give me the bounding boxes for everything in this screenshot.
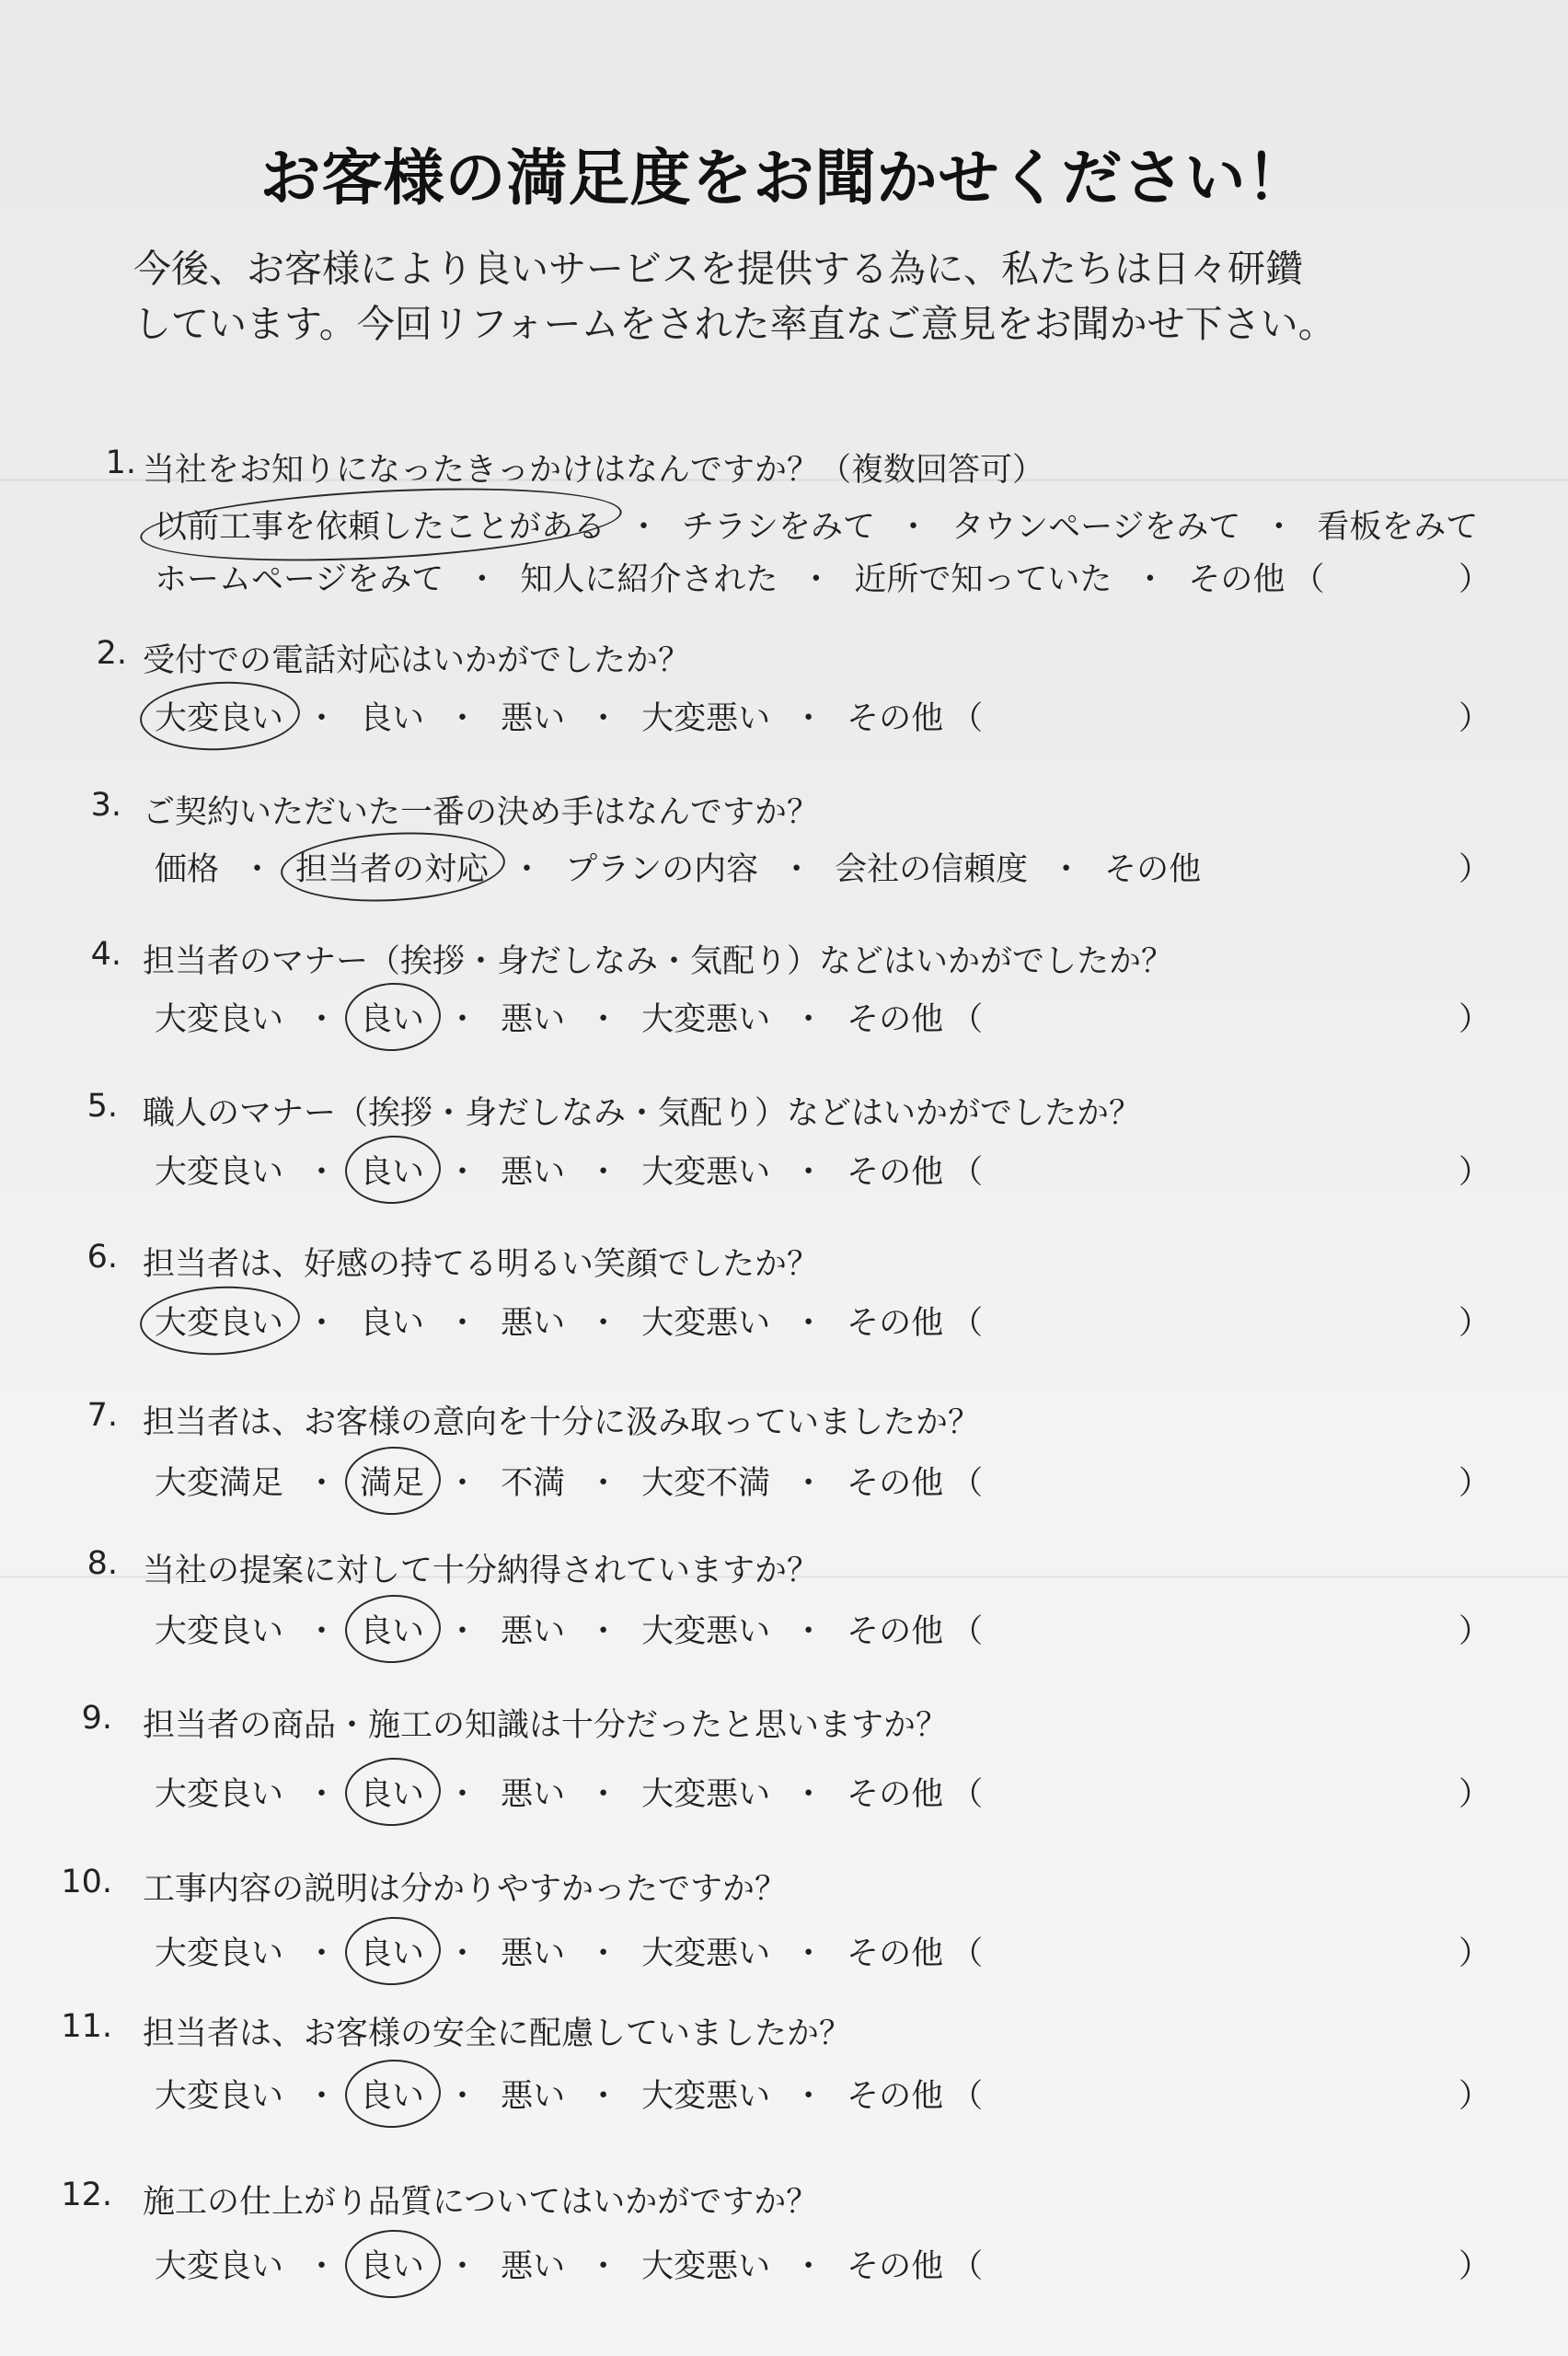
option-separator: ・ — [587, 1935, 620, 1972]
option-separator: ・ — [306, 1613, 339, 1650]
answer-options — [155, 1147, 983, 1193]
answer-option[interactable]: 悪い — [501, 700, 566, 737]
answer-option[interactable]: 悪い — [501, 1305, 566, 1342]
answer-option[interactable]: 大変良い — [155, 2078, 284, 2115]
question-text: 当社の提案に対して十分納得されていますか？ — [143, 1553, 820, 1589]
answer-option[interactable]: その他 — [847, 1776, 944, 1813]
answer-option[interactable]: その他 — [847, 700, 944, 737]
option-separator: ・ — [587, 1154, 620, 1191]
answer-option[interactable]: タウンページをみて — [951, 509, 1241, 546]
other-close-paren: ） — [1458, 1154, 1492, 1191]
option-separator: ・ — [306, 700, 339, 737]
answer-option-selected[interactable]: 大変良い — [155, 1298, 283, 1344]
question-text: 工事内容の説明は分かりやすかったですか？ — [143, 1871, 788, 1908]
answer-option[interactable]: チラシをみて — [682, 509, 876, 546]
option-separator: ・ — [587, 1613, 620, 1650]
answer-option[interactable]: 価格 — [155, 851, 220, 888]
question-number: 11. — [61, 2008, 112, 2045]
question-number: 9. — [81, 1700, 112, 1737]
question-number: 5. — [86, 1088, 118, 1125]
answer-option-selected[interactable]: 担当者の対応 — [295, 844, 489, 890]
option-separator: ・ — [306, 1305, 339, 1342]
option-separator: ・ — [306, 1935, 339, 1972]
other-open-paren: （ — [1292, 561, 1325, 598]
answer-option[interactable]: その他 — [847, 1613, 944, 1650]
option-separator: ・ — [446, 1776, 479, 1813]
answer-option-selected[interactable]: 良い — [360, 2071, 424, 2117]
option-separator: ・ — [446, 1305, 479, 1342]
option-separator: ・ — [587, 1305, 620, 1342]
answer-option[interactable]: 悪い — [501, 2078, 566, 2115]
option-separator: ・ — [792, 1776, 825, 1813]
other-close-paren: ） — [1458, 700, 1492, 737]
answer-option[interactable]: 看板をみて — [1317, 509, 1479, 546]
answer-option[interactable]: 大変悪い — [641, 1776, 771, 1813]
answer-options — [155, 2071, 983, 2117]
answer-option[interactable]: 大変悪い — [641, 1154, 771, 1191]
option-separator: ・ — [792, 2078, 825, 2115]
option-separator: ・ — [792, 1154, 825, 1191]
other-open-paren: （ — [951, 1154, 984, 1191]
answer-option[interactable]: 不満 — [501, 1465, 566, 1502]
option-separator: ・ — [587, 2078, 620, 2115]
answer-option[interactable]: その他 — [847, 1935, 944, 1972]
answer-option[interactable]: 悪い — [501, 2248, 566, 2285]
option-separator: ・ — [241, 851, 274, 888]
answer-options — [155, 1458, 983, 1504]
other-open-paren: （ — [951, 1776, 984, 1813]
question-number: 4. — [90, 936, 121, 973]
other-open-paren: （ — [951, 1613, 984, 1650]
question-text: 当社をお知りになったきっかけはなんですか？（複数回答可） — [143, 452, 1045, 489]
other-close-paren: ） — [1458, 1935, 1492, 1972]
other-open-paren: （ — [951, 2248, 984, 2285]
answer-option[interactable]: 悪い — [501, 1154, 566, 1191]
answer-option-selected[interactable]: 大変良い — [155, 693, 283, 739]
answer-options — [155, 554, 1324, 600]
answer-options — [155, 1769, 983, 1815]
other-open-paren: （ — [951, 1465, 984, 1502]
other-open-paren: （ — [951, 2078, 984, 2115]
question-number: 1. — [105, 445, 136, 481]
answer-options — [155, 693, 983, 739]
answer-option[interactable]: 大変悪い — [641, 1935, 771, 1972]
option-separator: ・ — [792, 700, 825, 737]
option-separator: ・ — [446, 1001, 479, 1038]
question-text: 担当者の商品・施工の知識は十分だったと思いますか？ — [143, 1707, 949, 1744]
option-separator: ・ — [587, 2248, 620, 2285]
answer-option[interactable]: 大変満足 — [155, 1465, 284, 1502]
other-close-paren: ） — [1458, 2078, 1492, 2115]
option-separator: ・ — [792, 1465, 825, 1502]
answer-option[interactable]: その他 — [847, 1465, 944, 1502]
answer-option[interactable]: プランの内容 — [565, 851, 759, 888]
question-text: 職人のマナー（挨拶・身だしなみ・気配り）などはいかがでしたか？ — [143, 1095, 1142, 1132]
answer-option[interactable]: 大変悪い — [641, 2248, 771, 2285]
other-close-paren: ） — [1458, 1465, 1492, 1502]
answer-options — [155, 1928, 983, 1974]
answer-option[interactable]: 大変良い — [155, 1154, 284, 1191]
answer-options — [155, 1606, 983, 1652]
question-number: 3. — [90, 787, 121, 824]
question-number: 10. — [61, 1864, 112, 1900]
option-separator: ・ — [792, 1305, 825, 1342]
answer-option-selected[interactable]: 良い — [360, 2241, 424, 2287]
answer-option[interactable]: 知人に紹介された — [520, 561, 778, 598]
option-separator: ・ — [306, 2078, 339, 2115]
intro-line: しています。今回リフォームをされた率直なご意見をお聞かせ下さい。 — [133, 302, 1336, 346]
option-separator: ・ — [792, 1935, 825, 1972]
option-separator: ・ — [587, 700, 620, 737]
other-close-paren: ） — [1458, 1776, 1492, 1813]
option-separator: ・ — [587, 1776, 620, 1813]
answer-option-selected[interactable]: 以前工事を依頼したことがある — [155, 502, 605, 548]
option-separator: ・ — [792, 1001, 825, 1038]
other-open-paren: （ — [951, 1305, 984, 1342]
answer-option-selected[interactable]: 良い — [360, 1147, 424, 1193]
answer-option[interactable]: 大変良い — [155, 1613, 284, 1650]
answer-option[interactable]: ホームページをみて — [155, 561, 444, 598]
option-separator: ・ — [1134, 561, 1167, 598]
option-separator: ・ — [446, 1465, 479, 1502]
option-separator: ・ — [306, 1154, 339, 1191]
question-text: 受付での電話対応はいかがでしたか？ — [143, 642, 691, 679]
other-open-paren: （ — [951, 700, 984, 737]
option-separator: ・ — [792, 1613, 825, 1650]
option-separator: ・ — [306, 1465, 339, 1502]
answer-option[interactable]: 近所で知っていた — [854, 561, 1113, 598]
question-number: 7. — [86, 1397, 118, 1434]
option-separator: ・ — [306, 1001, 339, 1038]
other-open-paren: （ — [951, 1935, 984, 1972]
answer-option-selected[interactable]: 満足 — [360, 1458, 424, 1504]
answer-option[interactable]: 大変良い — [155, 2248, 284, 2285]
answer-option[interactable]: その他 — [847, 2248, 944, 2285]
question-text: ご契約いただいた一番の決め手はなんですか？ — [143, 794, 820, 831]
answer-option-selected[interactable]: 良い — [360, 1769, 424, 1815]
answer-option[interactable]: その他 — [847, 1154, 944, 1191]
option-separator: ・ — [446, 1935, 479, 1972]
other-open-paren: （ — [951, 1001, 984, 1038]
question-text: 担当者のマナー（挨拶・身だしなみ・気配り）などはいかがでしたか？ — [143, 943, 1174, 980]
answer-option-selected[interactable]: 良い — [360, 1606, 424, 1652]
answer-option[interactable]: 悪い — [501, 1776, 566, 1813]
answer-option[interactable]: 悪い — [501, 1935, 566, 1972]
answer-option[interactable]: 大変良い — [155, 1935, 284, 1972]
option-separator: ・ — [628, 509, 661, 546]
option-separator: ・ — [446, 2248, 479, 2285]
answer-option[interactable]: 大変悪い — [641, 1305, 771, 1342]
question-number: 6. — [86, 1239, 118, 1276]
answer-options — [155, 502, 1478, 548]
answer-option[interactable]: 会社の信頼度 — [835, 851, 1029, 888]
answer-option[interactable]: その他 — [1188, 561, 1286, 598]
question-number: 2. — [96, 635, 127, 672]
option-separator: ・ — [587, 1465, 620, 1502]
option-separator: ・ — [446, 700, 479, 737]
answer-option-selected[interactable]: 良い — [360, 1928, 424, 1974]
option-separator: ・ — [1050, 851, 1083, 888]
intro-line: 今後、お客様により良いサービスを提供する為に、私たちは日々研鑽 — [133, 247, 1303, 291]
option-separator: ・ — [897, 509, 930, 546]
survey-intro — [133, 241, 1477, 352]
answer-option[interactable]: 大変悪い — [641, 1613, 771, 1650]
option-separator: ・ — [306, 1776, 339, 1813]
option-separator: ・ — [780, 851, 813, 888]
answer-options — [155, 844, 1201, 890]
other-close-paren: ） — [1458, 1613, 1492, 1650]
answer-options — [155, 1298, 983, 1344]
option-separator: ・ — [306, 2248, 339, 2285]
answer-option[interactable]: 良い — [360, 1305, 425, 1342]
option-separator: ・ — [511, 851, 544, 888]
answer-options — [155, 2241, 983, 2287]
answer-option[interactable]: その他 — [847, 1305, 944, 1342]
question-number: 8. — [86, 1545, 118, 1582]
question-text: 施工の仕上がり品質についてはいかがですか？ — [143, 2184, 819, 2221]
answer-option[interactable]: 大変不満 — [641, 1465, 771, 1502]
answer-option[interactable]: 大変悪い — [641, 700, 771, 737]
answer-option-selected[interactable]: 良い — [360, 994, 424, 1040]
answer-option[interactable]: その他 — [847, 2078, 944, 2115]
other-close-paren: ） — [1458, 2248, 1492, 2285]
answer-option[interactable]: その他 — [1104, 851, 1202, 888]
answer-option[interactable]: 悪い — [501, 1001, 566, 1038]
question-text: 担当者は、お客様の意向を十分に汲み取っていましたか？ — [143, 1404, 981, 1441]
survey-title: お客様の満足度をお聞かせください！ — [259, 143, 1309, 214]
other-close-paren: ） — [1458, 1001, 1492, 1038]
answer-options — [155, 994, 983, 1040]
question-number: 12. — [61, 2177, 112, 2213]
option-separator: ・ — [446, 2078, 479, 2115]
answer-option[interactable]: 悪い — [501, 1613, 566, 1650]
option-separator: ・ — [446, 1154, 479, 1191]
option-separator: ・ — [800, 561, 833, 598]
answer-option[interactable]: 大変悪い — [641, 2078, 771, 2115]
option-separator: ・ — [466, 561, 499, 598]
question-text: 担当者は、好感の持てる明るい笑顔でしたか？ — [143, 1246, 820, 1283]
other-close-paren: ） — [1458, 561, 1492, 598]
answer-option[interactable]: 大変良い — [155, 1776, 284, 1813]
answer-option[interactable]: 大変良い — [155, 1001, 284, 1038]
question-text: 担当者は、お客様の安全に配慮していましたか？ — [143, 2015, 852, 2052]
option-separator: ・ — [446, 1613, 479, 1650]
option-separator: ・ — [792, 2248, 825, 2285]
answer-option[interactable]: 良い — [360, 700, 425, 737]
other-close-paren: ） — [1458, 1305, 1492, 1342]
answer-option[interactable]: 大変悪い — [641, 1001, 771, 1038]
answer-option[interactable]: その他 — [847, 1001, 944, 1038]
other-close-paren: ） — [1458, 851, 1492, 888]
option-separator: ・ — [587, 1001, 620, 1038]
option-separator: ・ — [1262, 509, 1296, 546]
